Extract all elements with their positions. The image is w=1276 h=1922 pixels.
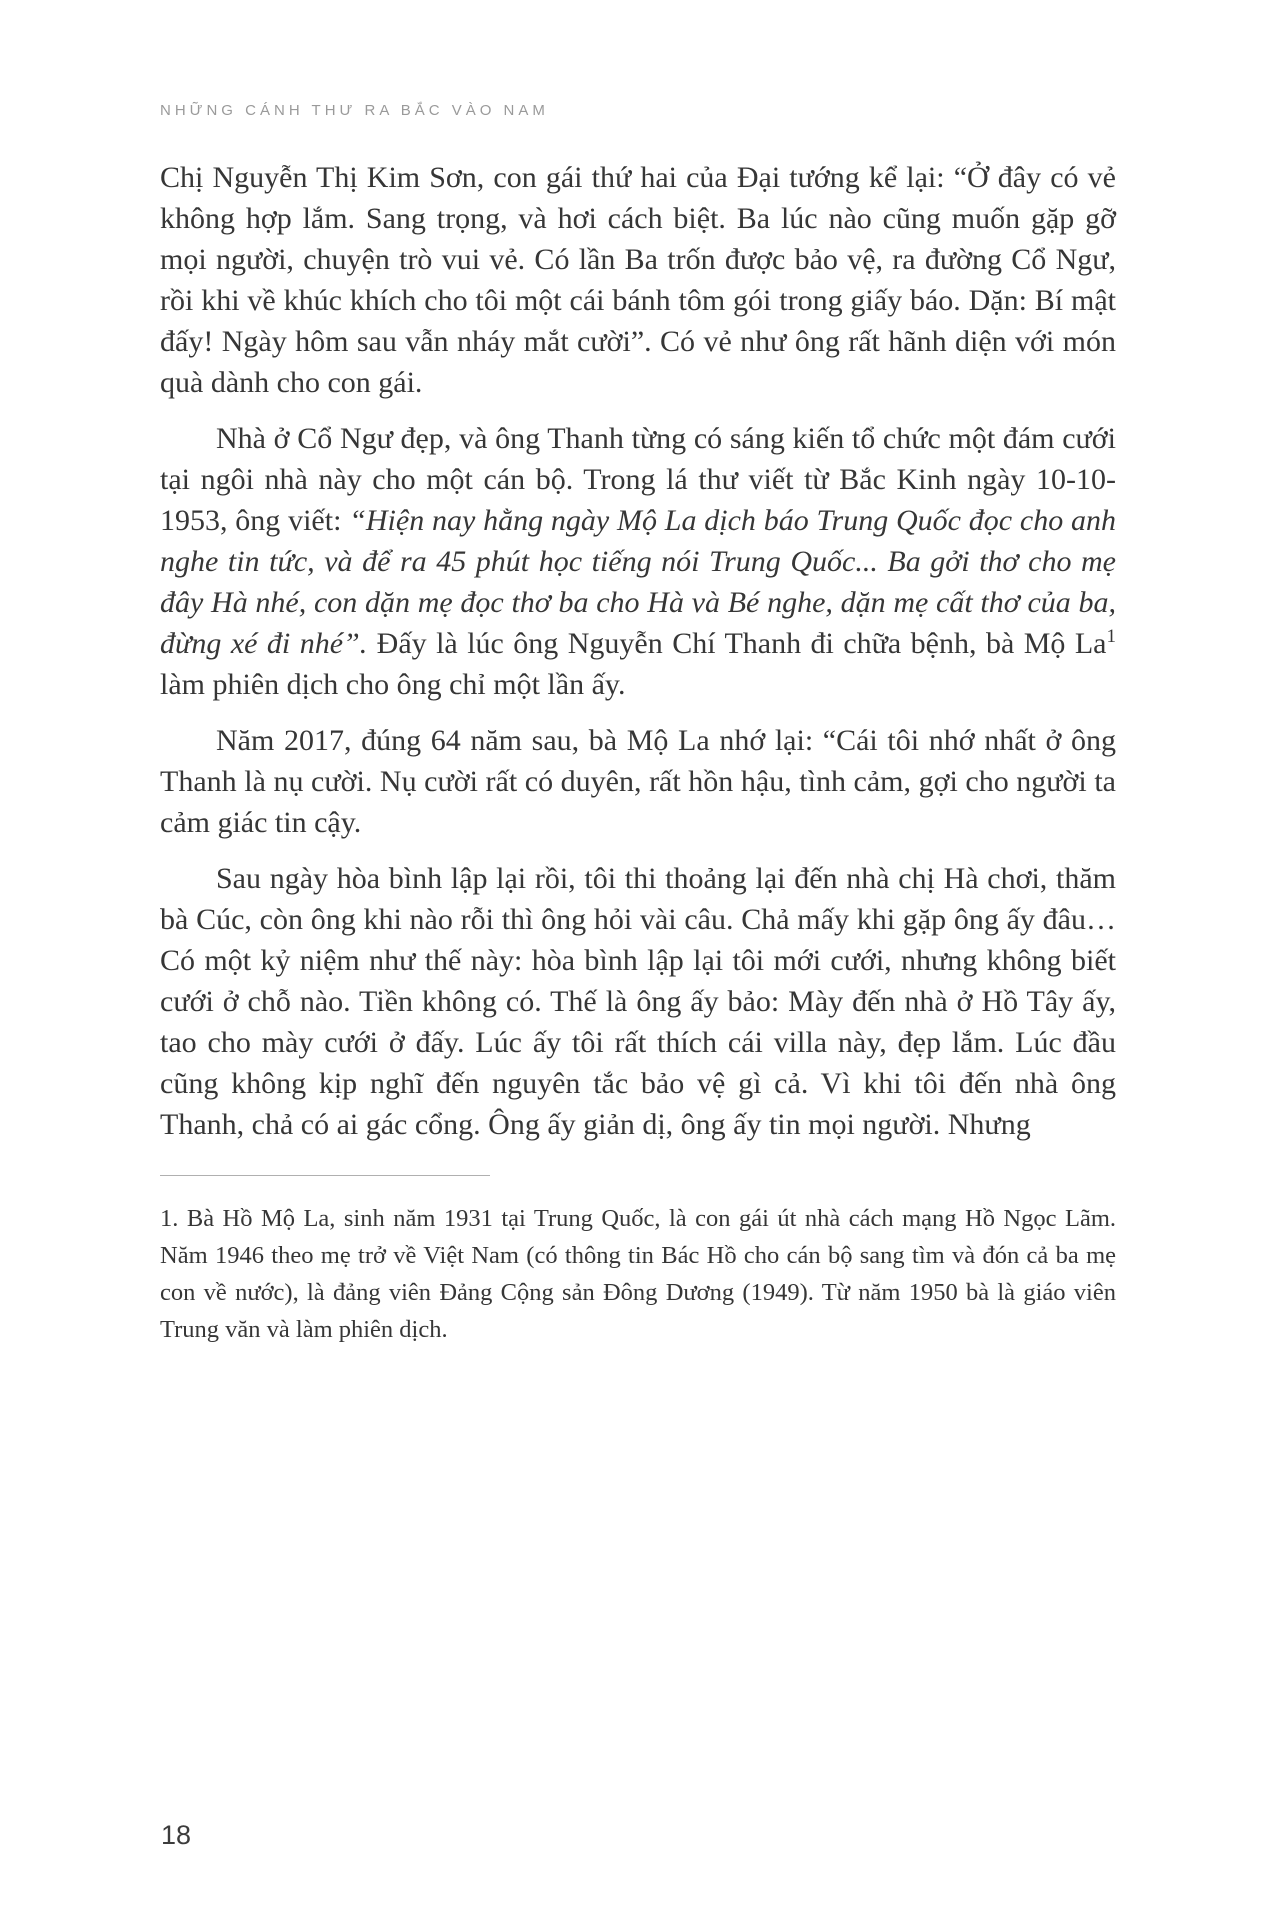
paragraph-2-tail: làm phiên dịch cho ông chỉ một lần ấy. (160, 668, 626, 701)
paragraph-3: Năm 2017, đúng 64 năm sau, bà Mộ La nhớ lại: “Cái tôi nhớ nhất ở ông Thanh là nụ cười. Nụ cười rất có duyên, rất hồn hậu, tình cảm, gợi cho người ta cảm giác tin cậy. (160, 724, 1116, 839)
footnote-1: 1. Bà Hồ Mộ La, sinh năm 1931 tại Trung Quốc, là con gái út nhà cách mạng Hồ Ngọc Lãm. Năm 1946 theo mẹ trở về Việt Nam (có thông tin Bác Hồ cho cán bộ sang tìm và đón cả ba mẹ con về nước), là đảng viên Đảng Cộng sản Đông Dương (1949). Từ năm 1950 bà là giáo viên Trung văn và làm phiên dịch. (160, 1205, 1116, 1343)
paragraph-2-after-quote: Đấy là lúc ông Nguyễn Chí Thanh đi chữa bệnh, bà Mộ La (367, 627, 1107, 660)
footnote-reference-1: 1 (1106, 626, 1116, 647)
paragraph-4: Sau ngày hòa bình lập lại rồi, tôi thi thoảng lại đến nhà chị Hà chơi, thăm bà Cúc, còn ông khi nào rỗi thì ông hỏi vài câu. Chả mấy khi gặp ông ấy đâu… Có một kỷ niệm như thế này: hòa bình lập lại tôi mới cưới, nhưng không biết cưới ở chỗ nào. Tiền không có. Thế là ông ấy bảo: Mày đến nhà ở Hồ Tây ấy, tao cho mày cưới ở đấy. Lúc ấy tôi rất thích cái villa này, đẹp lắm. Lúc đầu cũng không kịp nghĩ đến nguyên tắc bảo vệ gì cả. Vì khi tôi đến nhà ông Thanh, chả có ai gác cổng. Ông ấy giản dị, ông ấy tin mọi người. Nhưng (160, 862, 1116, 1141)
footnote-divider (160, 1175, 490, 1176)
paragraph-1: Chị Nguyễn Thị Kim Sơn, con gái thứ hai của Đại tướng kể lại: “Ở đây có vẻ không hợp lắm. Sang trọng, và hơi cách biệt. Ba lúc nào cũng muốn gặp gỡ mọi người, chuyện trò vui vẻ. Có lần Ba trốn được bảo vệ, ra đường Cổ Ngư, rồi khi về khúc khích cho tôi một cái bánh tôm gói trong giấy báo. Dặn: Bí mật đấy! Ngày hôm sau vẫn nháy mắt cười”. Có vẻ như ông rất hãnh diện với món quà dành cho con gái. (160, 161, 1116, 399)
text-column (160, 102, 1116, 1348)
paragraph-2-lead: Nhà ở Cổ Ngư đẹp, và ông Thanh từng có sáng kiến tổ chức một đám cưới tại ngôi nhà này cho một cán bộ. Trong lá thư viết từ Bắc Kinh ngày 10-10-1953, ông viết: (160, 422, 1116, 537)
paragraph-2 (160, 418, 1116, 705)
quoted-letter-text: “Hiện nay hằng ngày Mộ La dịch báo Trung Quốc đọc cho anh nghe tin tức, và để ra 45 phút học tiếng nói Trung Quốc... Ba gởi thơ cho mẹ đây Hà nhé, con dặn mẹ đọc thơ ba cho Hà và Bé nghe, dặn mẹ cất thơ của ba, đừng xé đi nhé”. (160, 504, 1116, 660)
running-head: NHỮNG CÁNH THƯ RA BẮC VÀO NAM (160, 102, 549, 119)
page-number: 18 (161, 1820, 192, 1850)
